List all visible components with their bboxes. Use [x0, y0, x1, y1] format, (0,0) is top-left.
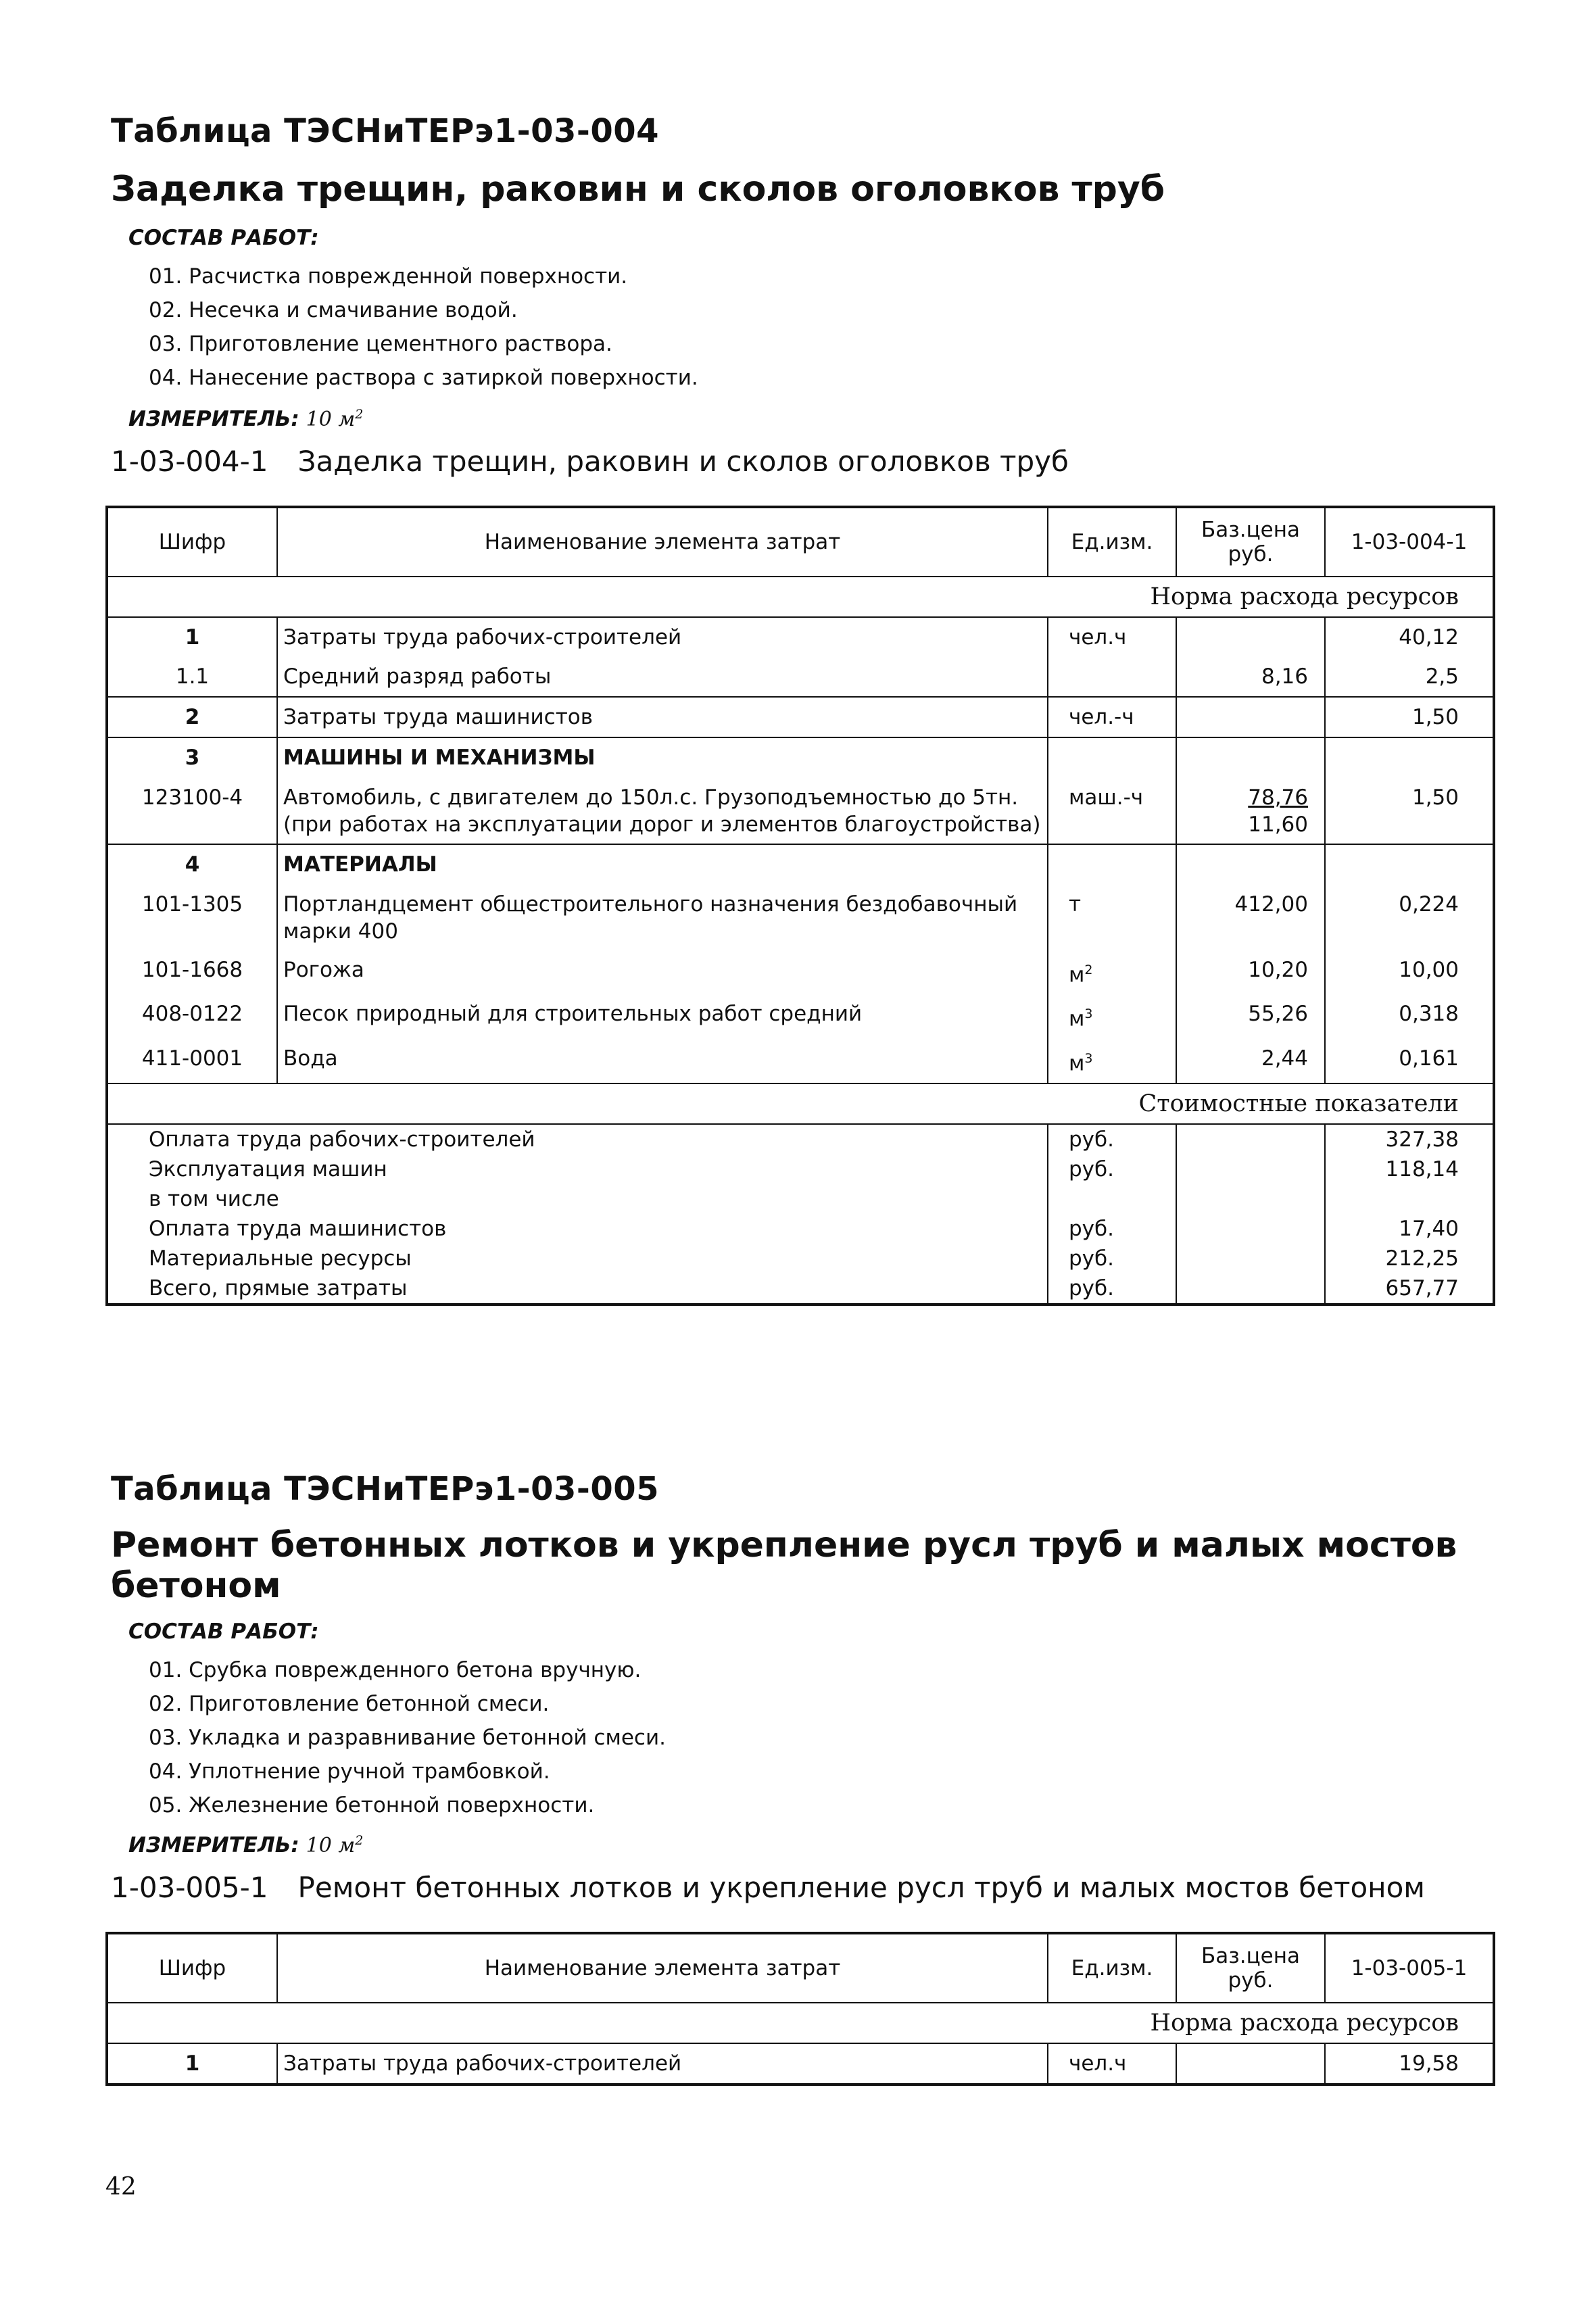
- measurement-value: 10 $м^2$: [306, 1833, 364, 1857]
- work-steps-list: [149, 260, 698, 395]
- measurement-label: ИЗМЕРИТЕЛЬ:: [128, 1833, 299, 1857]
- header-code: 1-03-004-1: [1325, 507, 1494, 577]
- norm-section-label: Норма расхода ресурсов: [107, 2003, 1494, 2043]
- table-row: 1 Затраты труда рабочих-строителей чел.ч 19,58: [107, 2043, 1494, 2085]
- work-composition-label: СОСТАВ РАБОТ:: [128, 226, 319, 250]
- cost-row: в том числе: [107, 1184, 1494, 1214]
- work-step: 04. Нанесение раствора с затиркой поверхности.: [149, 366, 698, 390]
- norm-code: 1-03-004-1: [111, 445, 268, 478]
- table-title: Таблица ТЭСНиТЕРэ1-03-005: [111, 1470, 660, 1508]
- norm-code-title: Ремонт бетонных лотков и укрепление русл труб и малых мостов бетоном: [297, 1871, 1425, 1904]
- resource-norm-table: [105, 1932, 1495, 2086]
- header-unit: Ед.изм.: [1048, 1933, 1176, 2003]
- table-row: 3 МАШИНЫ И МЕХАНИЗМЫ: [107, 737, 1494, 777]
- resource-norm-table: [105, 506, 1495, 1306]
- header-name: Наименование элемента затрат: [277, 507, 1048, 577]
- table-row: 101-1668 Рогожа $м^2$ 10,20 10,00: [107, 950, 1494, 994]
- table-header-row: [107, 1933, 1494, 2003]
- header-price: Баз.цена руб.: [1176, 507, 1325, 577]
- header-code: 1-03-005-1: [1325, 1933, 1494, 2003]
- cost-section-label: Стоимостные показатели: [107, 1083, 1494, 1124]
- cost-row: Оплата труда машинистов руб. 17,40: [107, 1214, 1494, 1244]
- work-step: 03. Укладка и разравнивание бетонной смеси.: [149, 1726, 666, 1750]
- table-row: 4 МАТЕРИАЛЫ: [107, 844, 1494, 884]
- table-header-row: [107, 507, 1494, 577]
- work-step: 05. Железнение бетонной поверхности.: [149, 1793, 595, 1818]
- norm-section-row: [107, 2003, 1494, 2043]
- table-title: Таблица ТЭСНиТЕРэ1-03-004: [111, 112, 660, 150]
- work-step: 02. Приготовление бетонной смеси.: [149, 1692, 550, 1716]
- work-step: 01. Расчистка поврежденной поверхности.: [149, 264, 628, 289]
- cost-row: Всего, прямые затраты руб. 657,77: [107, 1273, 1494, 1305]
- cost-row: Материальные ресурсы руб. 212,25: [107, 1244, 1494, 1273]
- table-row: 101-1305 Портландцемент общестроительного назначения бездобавочный марки 400 т 412,00 0,224: [107, 884, 1494, 950]
- table-row: 1 Затраты труда рабочих-строителей чел.ч 40,12: [107, 617, 1494, 657]
- page-number: 42: [105, 2173, 137, 2201]
- work-step: 04. Уплотнение ручной трамбовкой.: [149, 1759, 550, 1784]
- work-step: 01. Срубка поврежденного бетона вручную.: [149, 1658, 642, 1682]
- table-row: 1.1 Средний разряд работы 8,16 2,5: [107, 657, 1494, 697]
- norm-code-line: [111, 445, 1069, 478]
- cost-row: Эксплуатация машин руб. 118,14: [107, 1154, 1494, 1184]
- norm-section-label: Норма расхода ресурсов: [107, 577, 1494, 617]
- norm-code: 1-03-005-1: [111, 1871, 268, 1904]
- section-heading: Заделка трещин, раковин и сколов оголовков труб: [111, 169, 1165, 210]
- work-step: 02. Несечка и смачивание водой.: [149, 298, 518, 322]
- table-row: 411-0001 Вода $м^3$ 2,44 0,161: [107, 1039, 1494, 1083]
- header-shifr: Шифр: [107, 507, 277, 577]
- cost-section-row: [107, 1083, 1494, 1124]
- section-heading: Ремонт бетонных лотков и укрепление русл труб и малых мостов бетоном: [111, 1525, 1457, 1606]
- work-steps-list: [149, 1653, 666, 1822]
- header-unit: Ед.изм.: [1048, 507, 1176, 577]
- work-composition-label: СОСТАВ РАБОТ:: [128, 1619, 319, 1644]
- header-name: Наименование элемента затрат: [277, 1933, 1048, 2003]
- measurement-value: 10 $м^2$: [306, 407, 364, 431]
- measurement-unit: [128, 407, 363, 431]
- header-shifr: Шифр: [107, 1933, 277, 2003]
- norm-section-row: [107, 577, 1494, 617]
- table-row: 408-0122 Песок природный для строительных работ средний $м^3$ 55,26 0,318: [107, 994, 1494, 1038]
- measurement-label: ИЗМЕРИТЕЛЬ:: [128, 407, 299, 431]
- table-row: 2 Затраты труда машинистов чел.-ч 1,50: [107, 697, 1494, 737]
- table-row: 123100-4 Автомобиль, с двигателем до 150л.с. Грузоподъемностью до 5тн. (при работах на эксплуатации дорог и элементов благоустройства) маш.-ч 78,76 11,60 1,50: [107, 777, 1494, 844]
- norm-code-title: Заделка трещин, раковин и сколов оголовков труб: [297, 445, 1069, 478]
- work-step: 03. Приготовление цементного раствора.: [149, 332, 612, 356]
- cost-row: Оплата труда рабочих-строителей руб. 327,38: [107, 1124, 1494, 1154]
- norm-code-line: [111, 1871, 1425, 1904]
- header-price: Баз.цена руб.: [1176, 1933, 1325, 2003]
- measurement-unit: [128, 1833, 363, 1857]
